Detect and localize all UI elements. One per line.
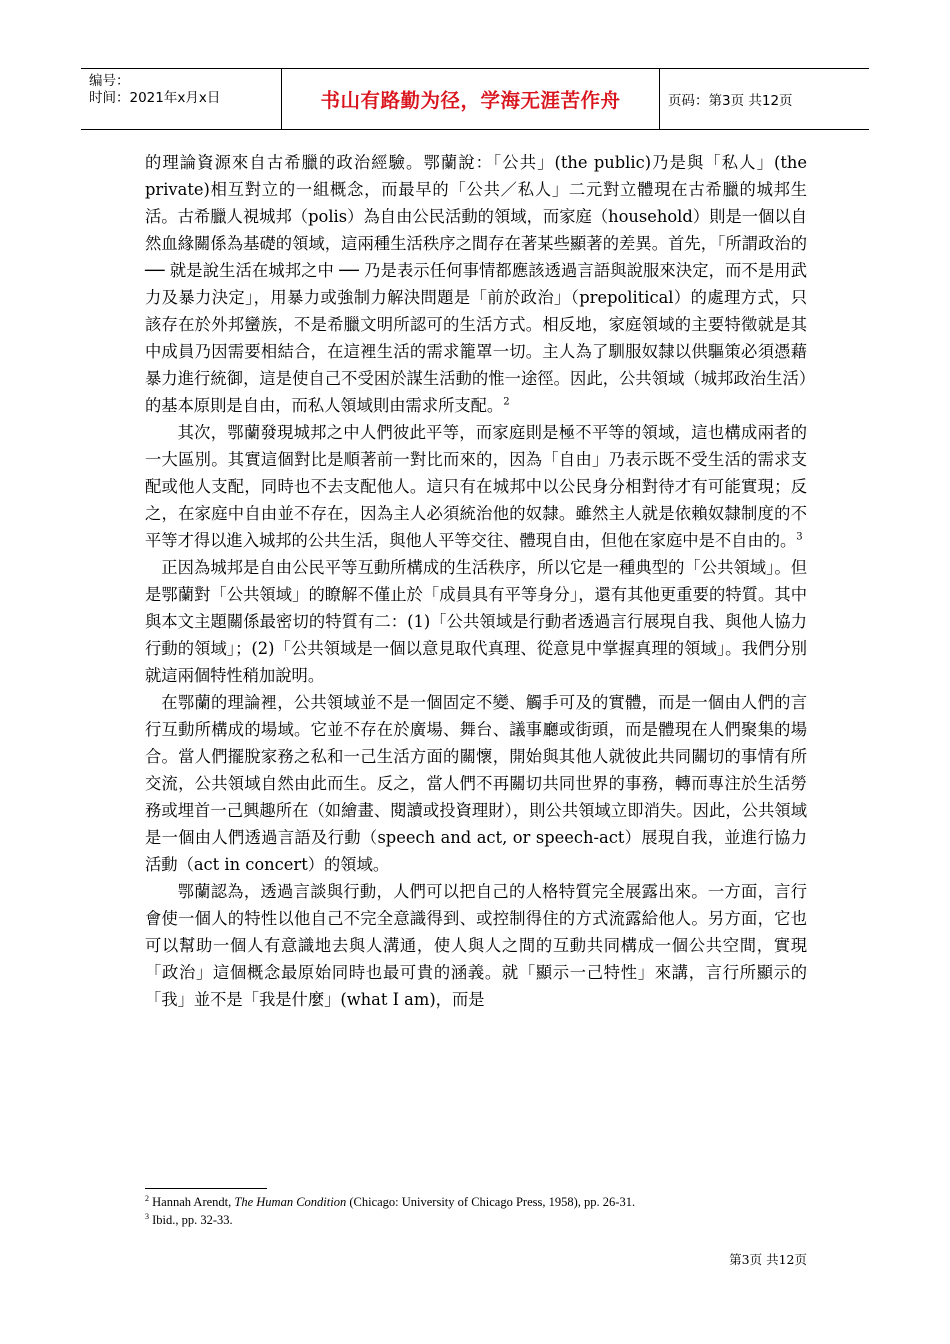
document-time-label: 时间：2021年x月x日	[89, 90, 221, 106]
page-footer: 第3页 共12页	[729, 1252, 807, 1267]
footnote-ref: 3	[796, 531, 803, 543]
document-body	[145, 149, 807, 1013]
footnote-book-title: The Human Condition	[234, 1195, 347, 1209]
paragraph	[145, 554, 807, 689]
paragraph-text: 其次，鄂蘭發現城邦之中人們彼此平等，而家庭則是極不平等的領域，這也構成兩者的一大區別。其實這個對比是順著前一對比而來的，因為「自由」乃表示既不受生活的需求支配或他人支配，同時也不去支配他人。這只有在城邦中以公民身分相對待才有可能實現；反之，在家庭中自由並不存在，因為主人必須統治他的奴隸。雖然主人就是依賴奴隸制度的不平等才得以進入城邦的公共生活，與他人平等交往、體現自由，但他在家庭中是不自由的。	[145, 423, 807, 550]
footnotes	[145, 1193, 807, 1229]
paragraph-text: 鄂蘭認為，透過言談與行動，人們可以把自己的人格特質完全展露出來。一方面，言行會使一個人的特性以他自己不完全意識得到、或控制得住的方式流露給他人。另方面，它也可以幫助一個人有意識地去與人溝通，使人與人之間的互動共同構成一個公共空間，實現「政治」這個概念最原始同時也最可貴的涵義。就「顯示一己特性」來講，言行所顯示的「我」並不是「我是什麼」(what I am)，而是	[145, 882, 807, 1009]
header-motto: 书山有路勤为径，学海无涯苦作舟	[282, 69, 660, 129]
footnote-number: 3	[145, 1211, 149, 1221]
footnote	[145, 1211, 807, 1229]
footnote	[145, 1193, 807, 1211]
footnote-text: (Chicago: University of Chicago Press, 1958), pp. 26-31.	[346, 1195, 636, 1209]
paragraph	[145, 419, 807, 554]
paragraph-text: 的理論資源來自古希臘的政治經驗。鄂蘭說：「公共」(the public)乃是與「私人」(the private)相互對立的一組概念，而最早的「公共／私人」二元對立體現在古希臘的城邦生活。古希臘人視城邦（polis）為自由公民活動的領域，而家庭（household）則是一個以自然血緣關係為基礎的領域，這兩種生活秩序之間存在著某些顯著的差異。首先，「所謂政治的 ── 就是說生活在城邦之中 ── 乃是表示任何事情都應該透過言語與說服來決定，而不是用武力及暴力決定」，用暴力或強制力解決問題是「前於政治」（prepolitical）的處理方式，只該存在於外邦蠻族，不是希臘文明所認可的生活方式。相反地，家庭領域的主要特徵就是其中成員乃因需要相結合，在這裡生活的需求籠罩一切。主人為了馴服奴隸以供驅策必須憑藉暴力進行統御，這是使自己不受困於謀生活動的惟一途徑。因此，公共領域（城邦政治生活）的基本原則是自由，而私人領域則由需求所支配。	[145, 153, 807, 415]
paragraph	[145, 689, 807, 878]
footnote-text: Ibid., pp. 32-33.	[152, 1213, 233, 1227]
page-header	[81, 68, 869, 130]
document-number-label: 编号：	[89, 73, 130, 89]
header-meta	[81, 69, 282, 129]
paragraph	[145, 149, 807, 419]
footnote-number: 2	[145, 1193, 149, 1203]
paragraph-text: 在鄂蘭的理論裡，公共領域並不是一個固定不變、觸手可及的實體，而是一個由人們的言行互動所構成的場域。它並不存在於廣場、舞台、議事廳或街頭，而是體現在人們聚集的場合。當人們擺脫家務之私和一己生活方面的關懷，開始與其他人就彼此共同關切的事情有所交流，公共領域自然由此而生。反之，當人們不再關切共同世界的事務，轉而專注於生活勞務或埋首一己興趣所在（如繪畫、閱讀或投資理財），則公共領域立即消失。因此，公共領域是一個由人們透過言語及行動（speech and act, or speech-act）展現自我，並進行協力活動（act in concert）的領域。	[145, 693, 807, 874]
header-page-label: 页码：第3页 共12页	[668, 93, 793, 109]
footnote-divider	[145, 1188, 267, 1189]
paragraph-text: 正因為城邦是自由公民平等互動所構成的生活秩序，所以它是一種典型的「公共領域」。但是鄂蘭對「公共領域」的瞭解不僅止於「成員具有平等身分」，還有其他更重要的特質。其中與本文主題關係最密切的特質有二：(1)「公共領域是行動者透過言行展現自我、與他人協力行動的領域」；(2)「公共領域是一個以意見取代真理、從意見中掌握真理的領域」。我們分別就這兩個特性稍加說明。	[145, 558, 807, 685]
footnote-ref: 2	[503, 396, 510, 408]
paragraph	[145, 878, 807, 1013]
footnote-text: Hannah Arendt,	[152, 1195, 235, 1209]
